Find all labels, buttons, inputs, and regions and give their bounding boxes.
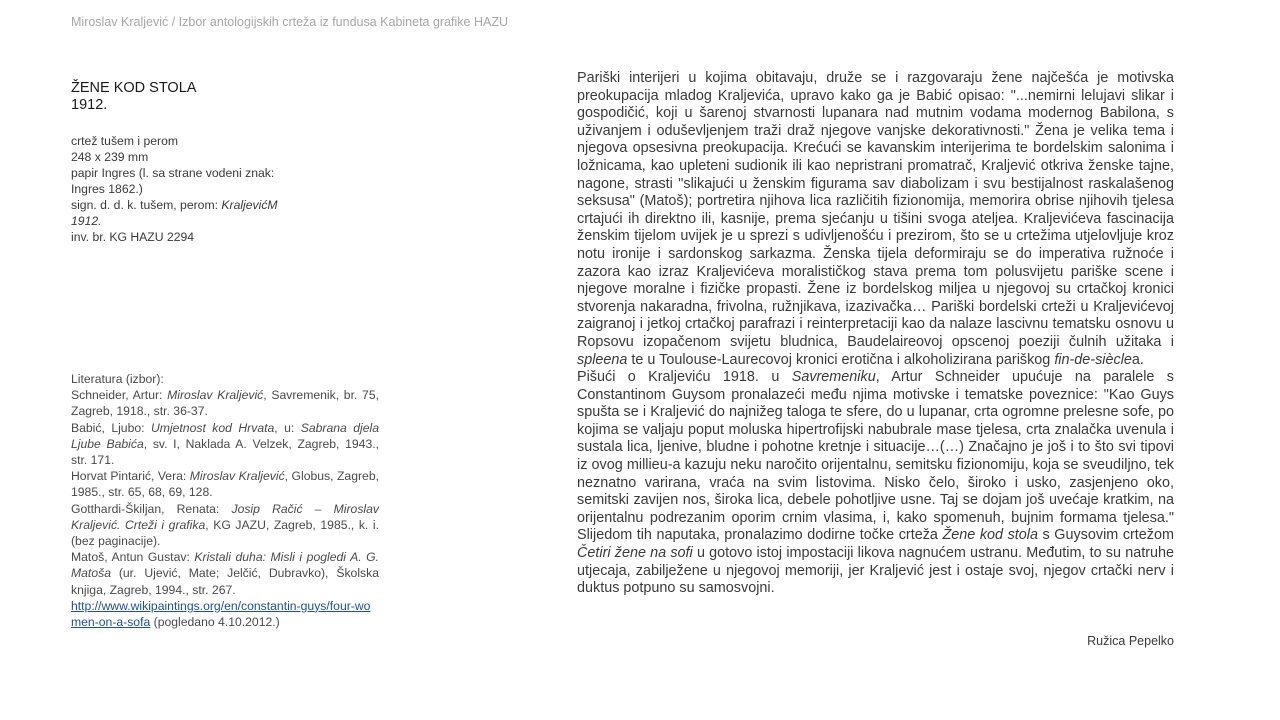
literature-entry-link — [71, 598, 379, 630]
literature-entry: Babić, Ljubo: Umjetnost kod Hrvata, u: Sabrana djela Ljube Babića, sv. I, Naklada A. Velzek, Zagreb, 1943., str. 171. — [71, 420, 379, 468]
literature-heading: Literatura (izbor): — [71, 372, 164, 386]
literature-entry: Gotthardi-Škiljan, Renata: Josip Račić – Miroslav Kraljević. Crteži i grafika, KG JAZU, Zagreb, 1985., k. i. (bez paginacije). — [71, 501, 379, 549]
artwork-medium: crtež tušem i perom — [71, 134, 179, 148]
artwork-title — [71, 80, 381, 114]
essay-paragraph-2: Pišući o Kraljeviću 1918. u Savremeniku, Artur Schneider upućuje na paralele s Constantinom Guysom pronalazeći među njima motivske i tematske poveznice: "Kao Guys spušta se i Kraljević do najnižeg taloga te sfere, do u lupanar, crta ogromne prelesne sofe, po kojima se valjaju poput moluska hipertrofijski nabubrale mase tjelesa, crta znalačka uvenula i sustala lica, ljenive, bludne i pohotne kretnje i situacije…(…) Značajno je još i to što svi tipovi iz ovog millieu-a kazuju neku naročito orijentalnu, semitsku fizionomiju, koja se sveudiljno, tek neznatno varirana, vraća na svim listovima. Nisko čelo, široko i usko, zasjenjeno oko, semitski zavijen nos, široka lica, debele pohotljive usne. Taj se dojam još uvećaje kratkim, na orijentalnu podrezanim oporim crnim vlasima, i, kako spomenuh, bujnim formama tjelesa." Slijedom tih naputaka, pronalazimo dodirne točke crteža Žene kod stola s Guysovim crtežom Četiri žene na sofi u gotovo istoj impostaciji likova nagnućem ustranu. Međutim, to su natruhe utjecaja, zabilježene u njegovoj memoriji, jer Kraljević jest i ostaje svoj, njegov crtački nerv i duktus potpuno su samosvojni. — [577, 369, 1175, 597]
artwork-details — [71, 133, 311, 245]
signature-text: KraljevićM 1912. — [71, 198, 278, 228]
artwork-year: 1912. — [71, 97, 108, 113]
literature-entry: Matoš, Antun Gustav: Kristali duha: Misli i pogledi A. G. Matoša (ur. Ujević, Mate; Jelčić, Dubravko), Školska knjiga, Zagreb, 1994., str. 267. — [71, 550, 379, 597]
artwork-signature — [71, 198, 278, 228]
artwork-info — [71, 80, 381, 245]
wikipaintings-link[interactable]: http://www.wikipaintings.org/en/constantin-guys/four-women-on-a-sofa — [71, 598, 371, 630]
artwork-dimensions: 248 x 239 mm — [71, 150, 149, 164]
artwork-paper: papir Ingres (l. sa strane vodeni znak: Ingres 1862.) — [71, 166, 275, 196]
artwork-title-text: ŽENE KOD STOLA — [71, 80, 197, 96]
essay-text — [577, 70, 1174, 598]
literature-list — [71, 371, 379, 630]
link-note: (pogledano 4.10.2012.) — [150, 615, 280, 630]
page-header: Miroslav Kraljević / Izbor antologijskih crteža iz fundusa Kabineta grafike HAZU — [71, 15, 508, 29]
essay-author: Ružica Pepelko — [1087, 634, 1174, 648]
literature-entry: Horvat Pintarić, Vera: Miroslav Kraljević, Globus, Zagreb, 1985., str. 65, 68, 69, 128. — [71, 469, 379, 500]
artwork-inventory: inv. br. KG HAZU 2294 — [71, 230, 195, 244]
essay-paragraph-1: Pariški interijeri u kojima obitavaju, druže se i razgovaraju žene najčešća je motivska preokupacija mladog Kraljevića, upravo kako ga je Babić opisao: "...nemirni lelujavi slikar i gospodičić, koji u šarenoj stvarnosti lupanara nad mutnim vodama modernog Babilona, s uživanjem i oduševljenjem traži draž njegove vanjske dekorativnosti." Žena je velika tema i njegova opsesivna preokupacija. Krećući se kavanskim interijerima te bordelskim salonima i ložnicama, kao upleteni sudionik ili kao nepristrani promatrač, Kraljević otkriva ženske tajne, nagone, strasti "slikajući u ženskim figurama sav diabolizam i svu bestijalnost raskalašenog seksusa" (Matoš); portretira njihova lica različitih fizionomija, memorira obrise njihovih tjelesa crtajući ih direktno ili, kasnije, prema sjećanju u tišini svoga atelјea. Kraljevićeva fascinacija ženskim tijelom uvijek je u sprezi s udivljenošću i prezirom, što se u crtežima utjelovljuje kroz notu ironije i sardonskog sarkazma. Ženska tijela deformiraju se do imperativa ružnoće i zazora kao izraz Kraljevićeva moralističkog stava prema tom polusvijetu pariške scene i njegove moralne i fizičke propasti. Žene iz bordelskog miljea u njegovoj su crtačkoj kronici stvorenja nakaradna, frivolna, ružnjikava, izazivačka… Pariški bordelski crteži u Kraljevićevoj zaigranoj i jetkoj crtačkoj parafrazi i reinterpretaciji kao da nalaze lascivnu tematsku osnovu u Ropsovu izopačenom svijetu bludnica, Baudelaireovoj opscenoj poeziji čulnih užitaka i spleena te u Toulouse-Laurecovoj kronici erotična i alkoholizirana pariškog fin-de-sièclea. — [577, 70, 1174, 368]
literature-entry: Schneider, Artur: Miroslav Kraljević, Savremenik, br. 75, Zagreb, 1918., str. 36-37. — [71, 388, 379, 419]
signature-prefix: sign. d. d. k. tušem, perom: — [71, 198, 222, 212]
